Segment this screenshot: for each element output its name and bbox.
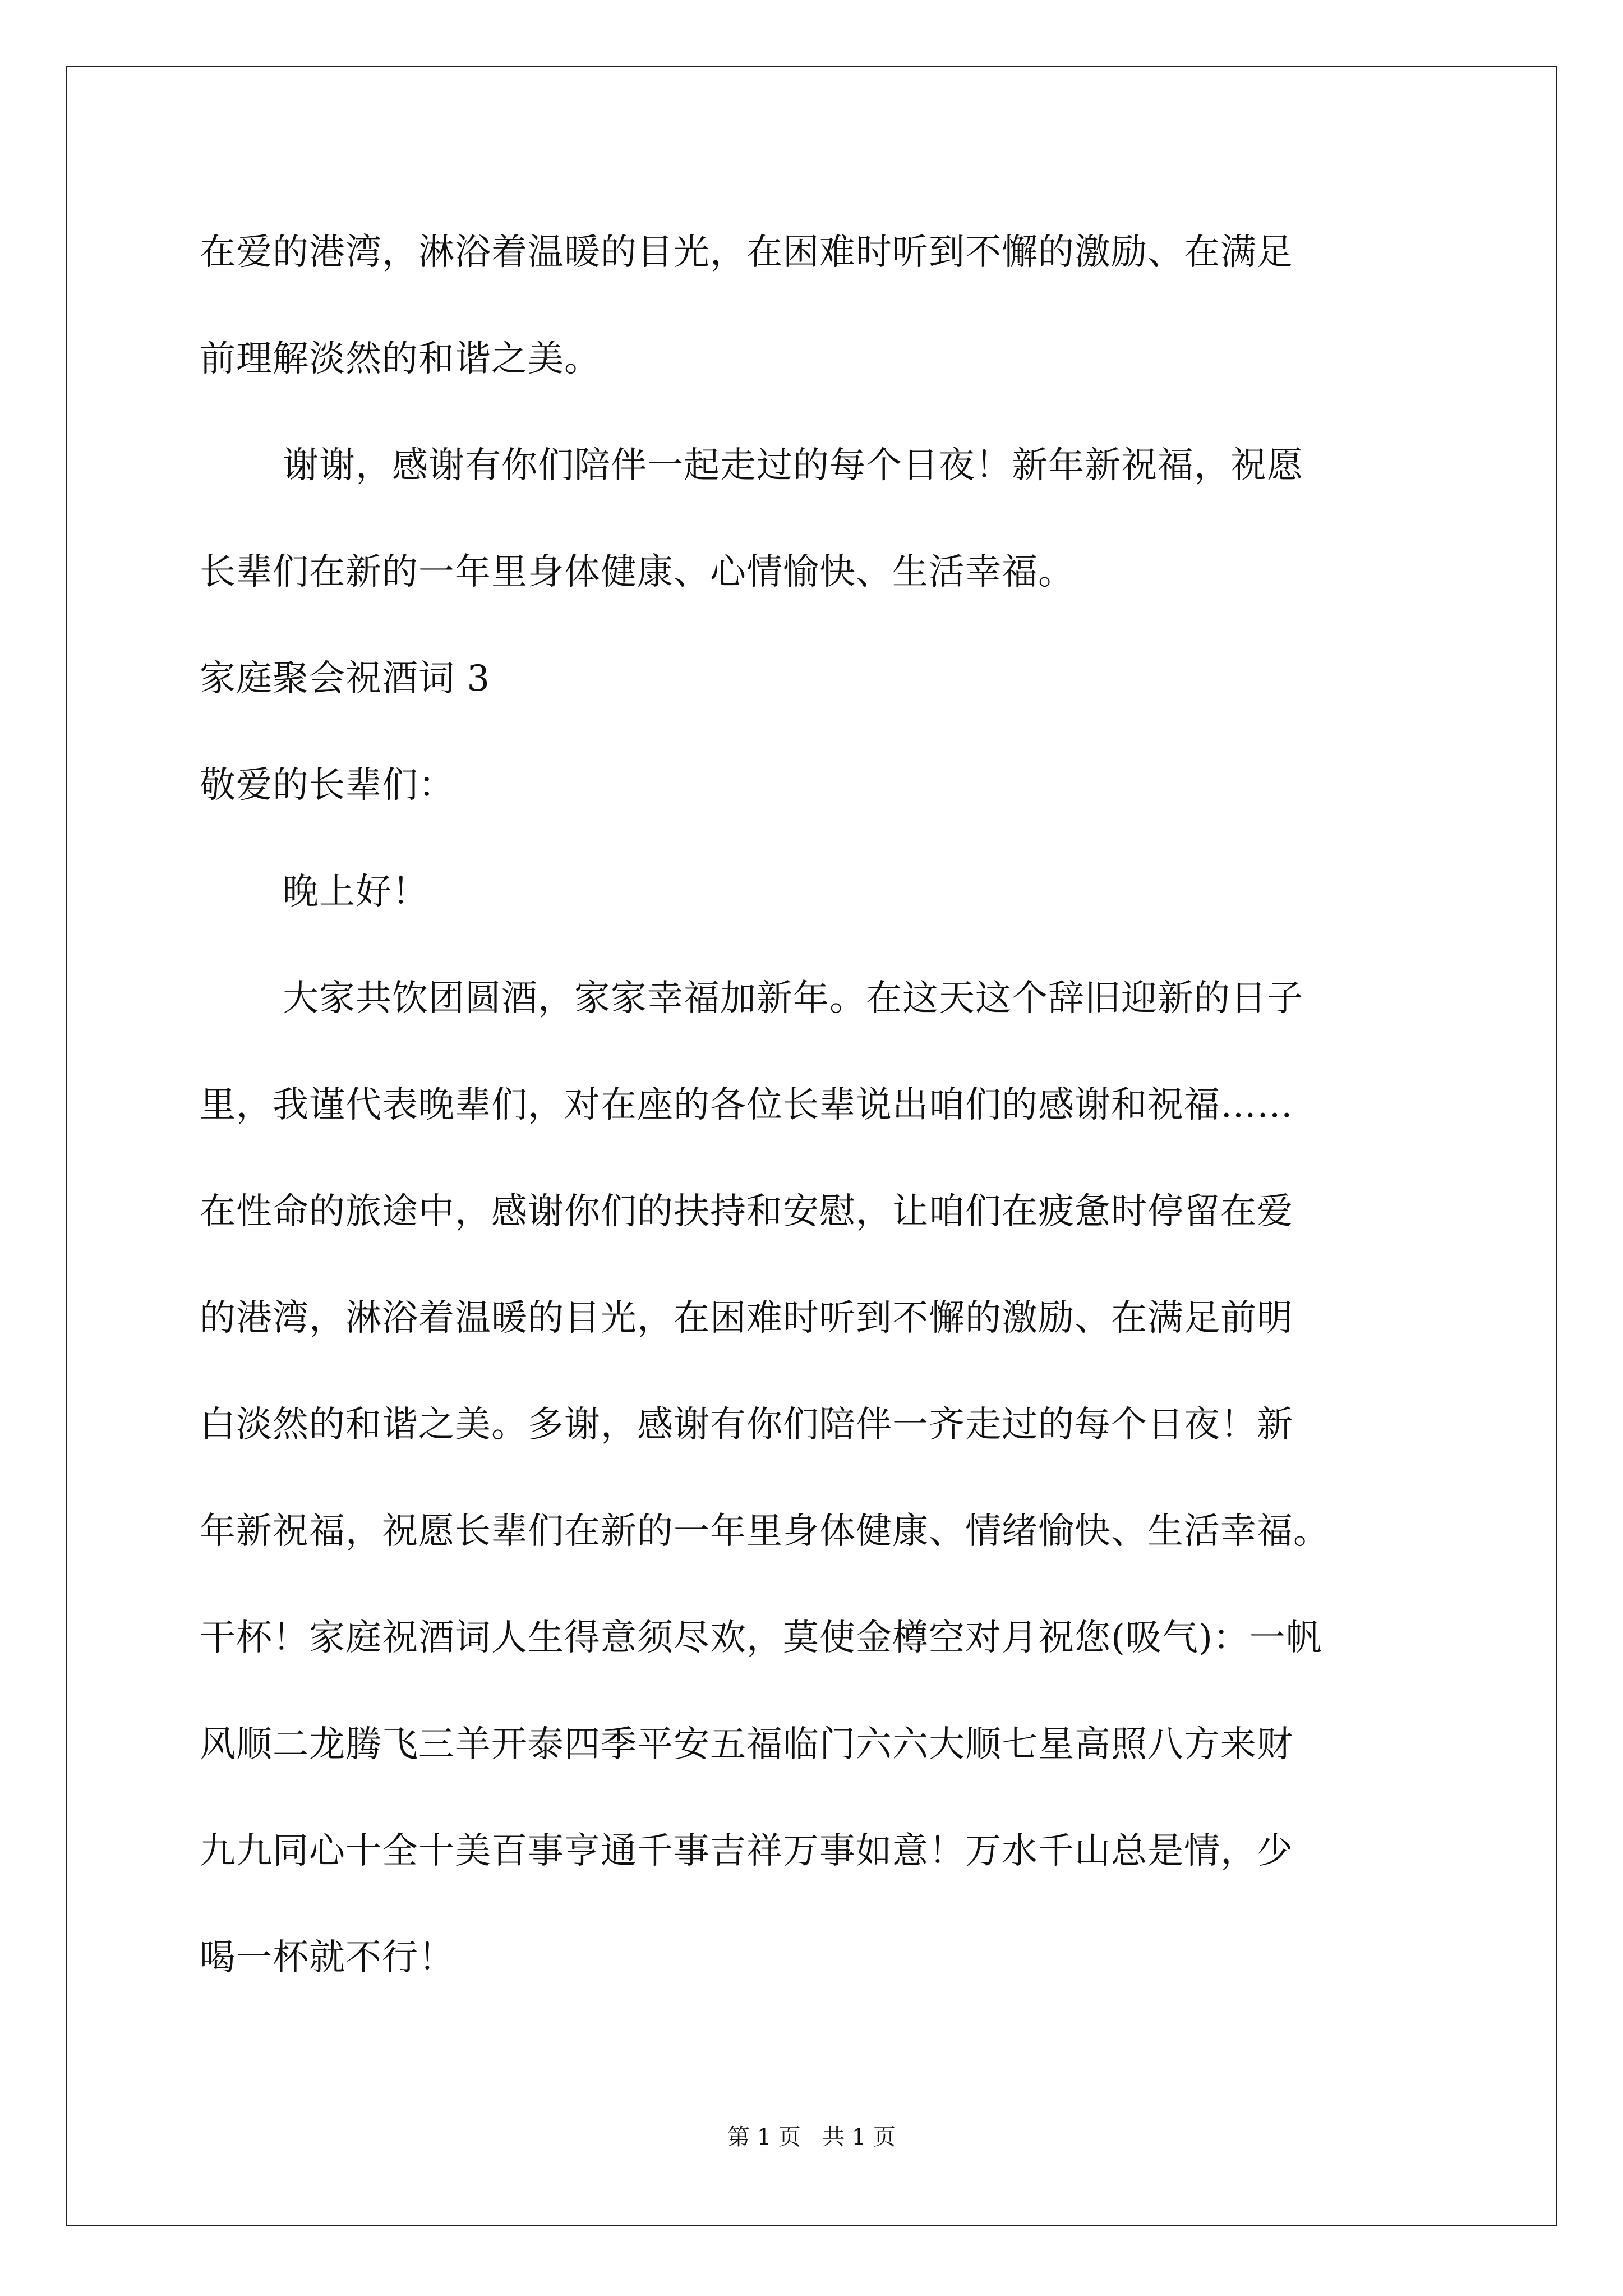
paragraph-line: 九九同心十全十美百事亨通千事吉祥万事如意！万水千山总是情，少 xyxy=(200,1830,1293,1872)
paragraph-line: 谢谢，感谢有你们陪伴一起走过的每个日夜！新年新祝福，祝愿 xyxy=(283,445,1303,486)
paragraph-line: 白淡然的和谐之美。多谢，感谢有你们陪伴一齐走过的每个日夜！新 xyxy=(200,1404,1293,1446)
paragraph-line: 年新祝福，祝愿长辈们在新的一年里身体健康、情绪愉快、生活幸福。 xyxy=(200,1511,1330,1552)
paragraph-line: 干杯！家庭祝酒词人生得意须尽欢，莫使金樽空对月祝您(吸气)：一帆 xyxy=(200,1617,1322,1659)
greeting: 晚上好！ xyxy=(283,871,428,913)
paragraph-line: 在性命的旅途中，感谢你们的扶持和安慰，让咱们在疲惫时停留在爱 xyxy=(200,1191,1293,1232)
paragraph-line: 风顺二龙腾飞三羊开泰四季平安五福临门六六大顺七星高照八方来财 xyxy=(200,1724,1293,1765)
paragraph-line: 在爱的港湾，淋浴着温暖的目光，在困难时听到不懈的激励、在满足 xyxy=(200,232,1293,273)
paragraph-line: 长辈们在新的一年里身体健康、心情愉快、生活幸福。 xyxy=(200,551,1075,593)
paragraph-line: 的港湾，淋浴着温暖的目光，在困难时听到不懈的激励、在满足前明 xyxy=(200,1297,1293,1339)
paragraph-line: 喝一杯就不行！ xyxy=(200,1937,455,1978)
page-footer: 第 1 页 共 1 页 xyxy=(727,2124,896,2150)
section-heading: 家庭聚会祝酒词 3 xyxy=(200,658,491,700)
paragraph-line: 前理解淡然的和谐之美。 xyxy=(200,338,601,380)
salutation: 敬爱的长辈们： xyxy=(200,765,455,806)
page-border xyxy=(66,66,1557,2226)
paragraph-line: 里，我谨代表晚辈们，对在座的各位长辈说出咱们的感谢和祝福…… xyxy=(200,1084,1293,1126)
paragraph-line: 大家共饮团圆酒，家家幸福加新年。在这天这个辞旧迎新的日子 xyxy=(283,978,1303,1019)
